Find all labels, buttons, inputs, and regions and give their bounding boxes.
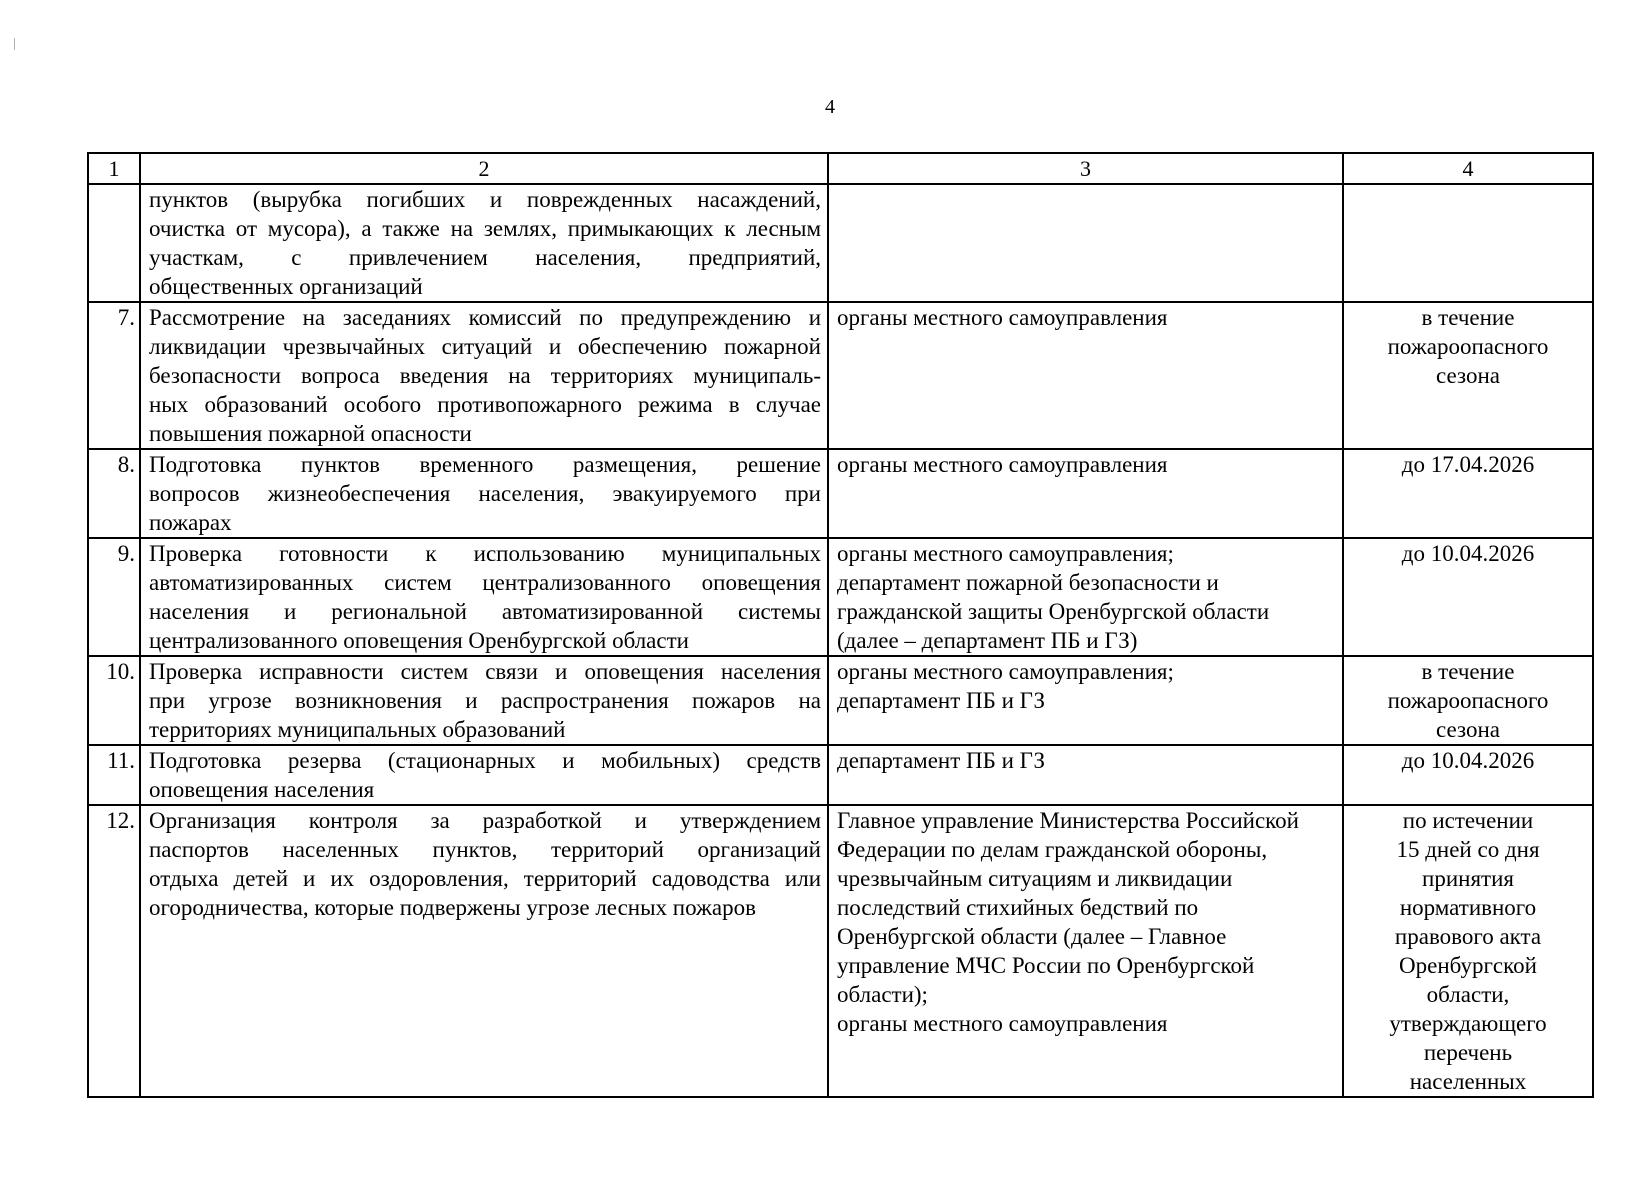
deadline bbox=[1343, 302, 1593, 449]
deadline-line: населенных bbox=[1409, 1069, 1527, 1094]
responsible-party-line: департамент пожарной безопасности и bbox=[837, 570, 1219, 595]
row-number: 10. bbox=[88, 656, 140, 745]
measure-description-line: вопросов жизнеобеспечения населения, эвакуируемого при bbox=[149, 481, 821, 506]
measure-description-line: очистка от мусора), а также на землях, примыкающих к лесным bbox=[149, 216, 821, 241]
measure-description bbox=[140, 656, 828, 745]
responsible-party bbox=[828, 302, 1343, 449]
measure-description-line: оповещения населения bbox=[149, 777, 375, 802]
table-row bbox=[88, 805, 1593, 1097]
deadline bbox=[1343, 449, 1593, 538]
measure-description-line: Подготовка пунктов временного размещения, решение bbox=[149, 452, 821, 477]
measure-description-line: ликвидации чрезвычайных ситуаций и обеспечению пожарной bbox=[149, 334, 821, 359]
measure-description-line: Проверка исправности систем связи и оповещения населения bbox=[149, 659, 821, 684]
row-number: 8. bbox=[88, 449, 140, 538]
responsible-party-line: органы местного самоуправления; bbox=[837, 659, 1174, 684]
responsible-party-line: органы местного самоуправления bbox=[837, 452, 1168, 477]
responsible-party-line: органы местного самоуправления; bbox=[837, 541, 1174, 566]
measure-description-line: Подготовка резерва (стационарных и мобильных) средств bbox=[149, 748, 821, 773]
table-row bbox=[88, 449, 1593, 538]
responsible-party-line: департамент ПБ и ГЗ bbox=[837, 748, 1046, 773]
responsible-party-line: управление МЧС России по Оренбургской bbox=[837, 953, 1255, 978]
measure-description bbox=[140, 184, 828, 302]
measure-description-line: территориях муниципальных образований bbox=[149, 717, 566, 742]
deadline-line: перечень bbox=[1423, 1040, 1513, 1065]
deadline-line: до 10.04.2026 bbox=[1401, 541, 1535, 566]
deadline bbox=[1343, 538, 1593, 656]
deadline-line: до 10.04.2026 bbox=[1401, 748, 1535, 773]
measure-description-line: огородничества, которые подвержены угрозе лесных пожаров bbox=[149, 895, 756, 920]
row-number bbox=[88, 184, 140, 302]
table-row bbox=[88, 184, 1593, 302]
measures-table bbox=[87, 152, 1594, 1098]
measure-description-line: повышения пожарной опасности bbox=[149, 421, 472, 446]
deadline-line: 15 дней со дня bbox=[1396, 837, 1540, 862]
deadline-line: по истечении bbox=[1402, 808, 1534, 833]
deadline-line: области, bbox=[1426, 982, 1510, 1007]
measure-description-line: Рассмотрение на заседаниях комиссий по предупреждению и bbox=[149, 305, 821, 330]
measure-description bbox=[140, 805, 828, 1097]
row-number: 9. bbox=[88, 538, 140, 656]
row-number: 11. bbox=[88, 745, 140, 805]
responsible-party-line: Оренбургской области (далее – Главное bbox=[837, 924, 1227, 949]
table-row bbox=[88, 745, 1593, 805]
measure-description-line: паспортов населенных пунктов, территорий организаций bbox=[149, 837, 821, 862]
responsible-party-line: Главное управление Министерства Российской bbox=[837, 808, 1299, 833]
measure-description-line: централизованного оповещения Оренбургской области bbox=[149, 628, 689, 653]
responsible-party bbox=[828, 184, 1343, 302]
deadline-line: пожароопасного bbox=[1387, 688, 1549, 713]
table-row bbox=[88, 538, 1593, 656]
deadline-line: принятия bbox=[1422, 866, 1514, 891]
header-cell-2: 2 bbox=[140, 153, 828, 184]
measure-description-line: Организация контроля за разработкой и утверждением bbox=[149, 808, 821, 833]
deadline bbox=[1343, 745, 1593, 805]
responsible-party bbox=[828, 805, 1343, 1097]
measure-description-line: пунктов (вырубка погибших и поврежденных насаждений, bbox=[149, 187, 821, 212]
responsible-party-line: органы местного самоуправления bbox=[837, 1011, 1168, 1036]
measure-description-line: пожарах bbox=[149, 510, 232, 535]
responsible-party-line: органы местного самоуправления bbox=[837, 305, 1168, 330]
deadline-line: в течение bbox=[1421, 305, 1515, 330]
responsible-party bbox=[828, 538, 1343, 656]
deadline bbox=[1343, 184, 1593, 302]
table-header-row bbox=[88, 153, 1593, 184]
measure-description-line: отдыха детей и их оздоровления, территорий садоводства или bbox=[149, 866, 821, 891]
responsible-party-line: гражданской защиты Оренбургской области bbox=[837, 599, 1270, 624]
deadline-line: Оренбургской bbox=[1399, 953, 1537, 978]
table-row bbox=[88, 656, 1593, 745]
responsible-party-line: Федерации по делам гражданской обороны, bbox=[837, 837, 1268, 862]
responsible-party-line: департамент ПБ и ГЗ bbox=[837, 688, 1046, 713]
responsible-party-line: (далее – департамент ПБ и ГЗ) bbox=[837, 628, 1138, 653]
measure-description-line: Проверка готовности к использованию муниципальных bbox=[149, 541, 821, 566]
measure-description bbox=[140, 745, 828, 805]
responsible-party bbox=[828, 745, 1343, 805]
header-cell-4: 4 bbox=[1343, 153, 1593, 184]
responsible-party bbox=[828, 656, 1343, 745]
measure-description-line: общественных организаций bbox=[149, 274, 423, 299]
measure-description-line: участкам, с привлечением населения, предприятий, bbox=[149, 245, 821, 270]
header-cell-3: 3 bbox=[828, 153, 1343, 184]
responsible-party-line: последствий стихийных бедствий по bbox=[837, 895, 1199, 920]
row-number: 12. bbox=[88, 805, 140, 1097]
deadline-line: утверждающего bbox=[1389, 1011, 1547, 1036]
deadline bbox=[1343, 805, 1593, 1097]
deadline-line: сезона bbox=[1436, 363, 1500, 388]
row-number: 7. bbox=[88, 302, 140, 449]
responsible-party-line: области); bbox=[837, 982, 928, 1007]
deadline-line: нормативного bbox=[1399, 895, 1537, 920]
page-number: 4 bbox=[825, 96, 835, 118]
measure-description bbox=[140, 538, 828, 656]
measure-description bbox=[140, 302, 828, 449]
measure-description-line: безопасности вопроса введения на территориях муниципаль- bbox=[149, 363, 821, 388]
measure-description-line: при угрозе возникновения и распространения пожаров на bbox=[149, 688, 821, 713]
measure-description-line: автоматизированных систем централизованного оповещения bbox=[149, 570, 821, 595]
table-row bbox=[88, 302, 1593, 449]
deadline-line: правового акта bbox=[1394, 924, 1542, 949]
measure-description-line: населения и региональной автоматизированной системы bbox=[149, 599, 821, 624]
scan-margin-mark bbox=[14, 38, 15, 50]
deadline-line: до 17.04.2026 bbox=[1401, 452, 1535, 477]
deadline-line: пожароопасного bbox=[1387, 334, 1549, 359]
measure-description-line: ных образований особого противопожарного режима в случае bbox=[149, 392, 821, 417]
header-cell-1: 1 bbox=[88, 153, 140, 184]
deadline-line: сезона bbox=[1436, 717, 1500, 742]
measure-description bbox=[140, 449, 828, 538]
responsible-party bbox=[828, 449, 1343, 538]
responsible-party-line: чрезвычайным ситуациям и ликвидации bbox=[837, 866, 1233, 891]
deadline-line: в течение bbox=[1421, 659, 1515, 684]
deadline bbox=[1343, 656, 1593, 745]
